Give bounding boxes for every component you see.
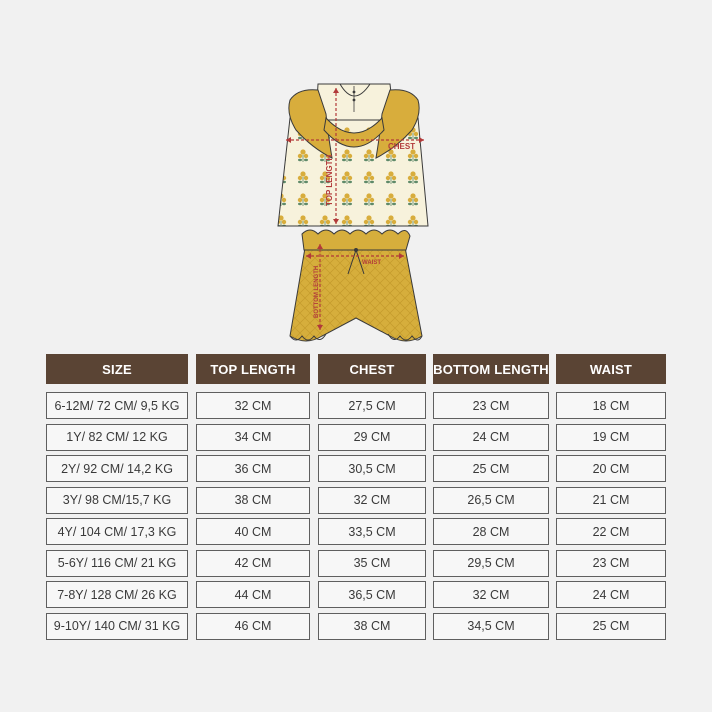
cell-waist: 25 CM — [556, 613, 666, 640]
cell-top-length: 46 CM — [196, 613, 310, 640]
cell-waist: 21 CM — [556, 487, 666, 514]
cell-bottom-length: 29,5 CM — [433, 550, 549, 577]
cell-size: 1Y/ 82 CM/ 12 KG — [46, 424, 188, 451]
cell-top-length: 34 CM — [196, 424, 310, 451]
cell-size: 4Y/ 104 CM/ 17,3 KG — [46, 518, 188, 545]
header-size: SIZE — [46, 354, 188, 384]
cell-chest: 35 CM — [318, 550, 426, 577]
top-length-measure-label: TOP LENGTH — [325, 154, 334, 206]
cell-bottom-length: 24 CM — [433, 424, 549, 451]
cell-bottom-length: 32 CM — [433, 581, 549, 608]
cell-chest: 27,5 CM — [318, 392, 426, 419]
cell-top-length: 44 CM — [196, 581, 310, 608]
cell-size: 9-10Y/ 140 CM/ 31 KG — [46, 613, 188, 640]
cell-top-length: 40 CM — [196, 518, 310, 545]
cell-bottom-length: 23 CM — [433, 392, 549, 419]
cell-size: 5-6Y/ 116 CM/ 21 KG — [46, 550, 188, 577]
cell-chest: 30,5 CM — [318, 455, 426, 482]
cell-top-length: 38 CM — [196, 487, 310, 514]
cell-size: 7-8Y/ 128 CM/ 26 KG — [46, 581, 188, 608]
cell-size: 3Y/ 98 CM/15,7 KG — [46, 487, 188, 514]
cell-size: 2Y/ 92 CM/ 14,2 KG — [46, 455, 188, 482]
cell-top-length: 42 CM — [196, 550, 310, 577]
waist-measure-label: WAIST — [362, 260, 381, 266]
cell-bottom-length: 25 CM — [433, 455, 549, 482]
cell-waist: 22 CM — [556, 518, 666, 545]
chest-measure-label: CHEST — [388, 142, 416, 151]
cell-bottom-length: 34,5 CM — [433, 613, 549, 640]
cell-top-length: 36 CM — [196, 455, 310, 482]
cell-waist: 19 CM — [556, 424, 666, 451]
cell-waist: 23 CM — [556, 550, 666, 577]
cell-top-length: 32 CM — [196, 392, 310, 419]
cell-waist: 20 CM — [556, 455, 666, 482]
cell-chest: 32 CM — [318, 487, 426, 514]
cell-bottom-length: 26,5 CM — [433, 487, 549, 514]
cell-chest: 33,5 CM — [318, 518, 426, 545]
cell-size: 6-12M/ 72 CM/ 9,5 KG — [46, 392, 188, 419]
header-top-length: TOP LENGTH — [196, 354, 310, 384]
cell-bottom-length: 28 CM — [433, 518, 549, 545]
bottom-length-measure-label: BOTTOM LENGTH — [314, 265, 320, 318]
cell-chest: 38 CM — [318, 613, 426, 640]
cell-chest: 36,5 CM — [318, 581, 426, 608]
header-bottom-length: BOTTOM LENGTH — [433, 354, 549, 384]
cell-waist: 18 CM — [556, 392, 666, 419]
header-waist: WAIST — [556, 354, 666, 384]
cell-waist: 24 CM — [556, 581, 666, 608]
cell-chest: 29 CM — [318, 424, 426, 451]
header-chest: CHEST — [318, 354, 426, 384]
